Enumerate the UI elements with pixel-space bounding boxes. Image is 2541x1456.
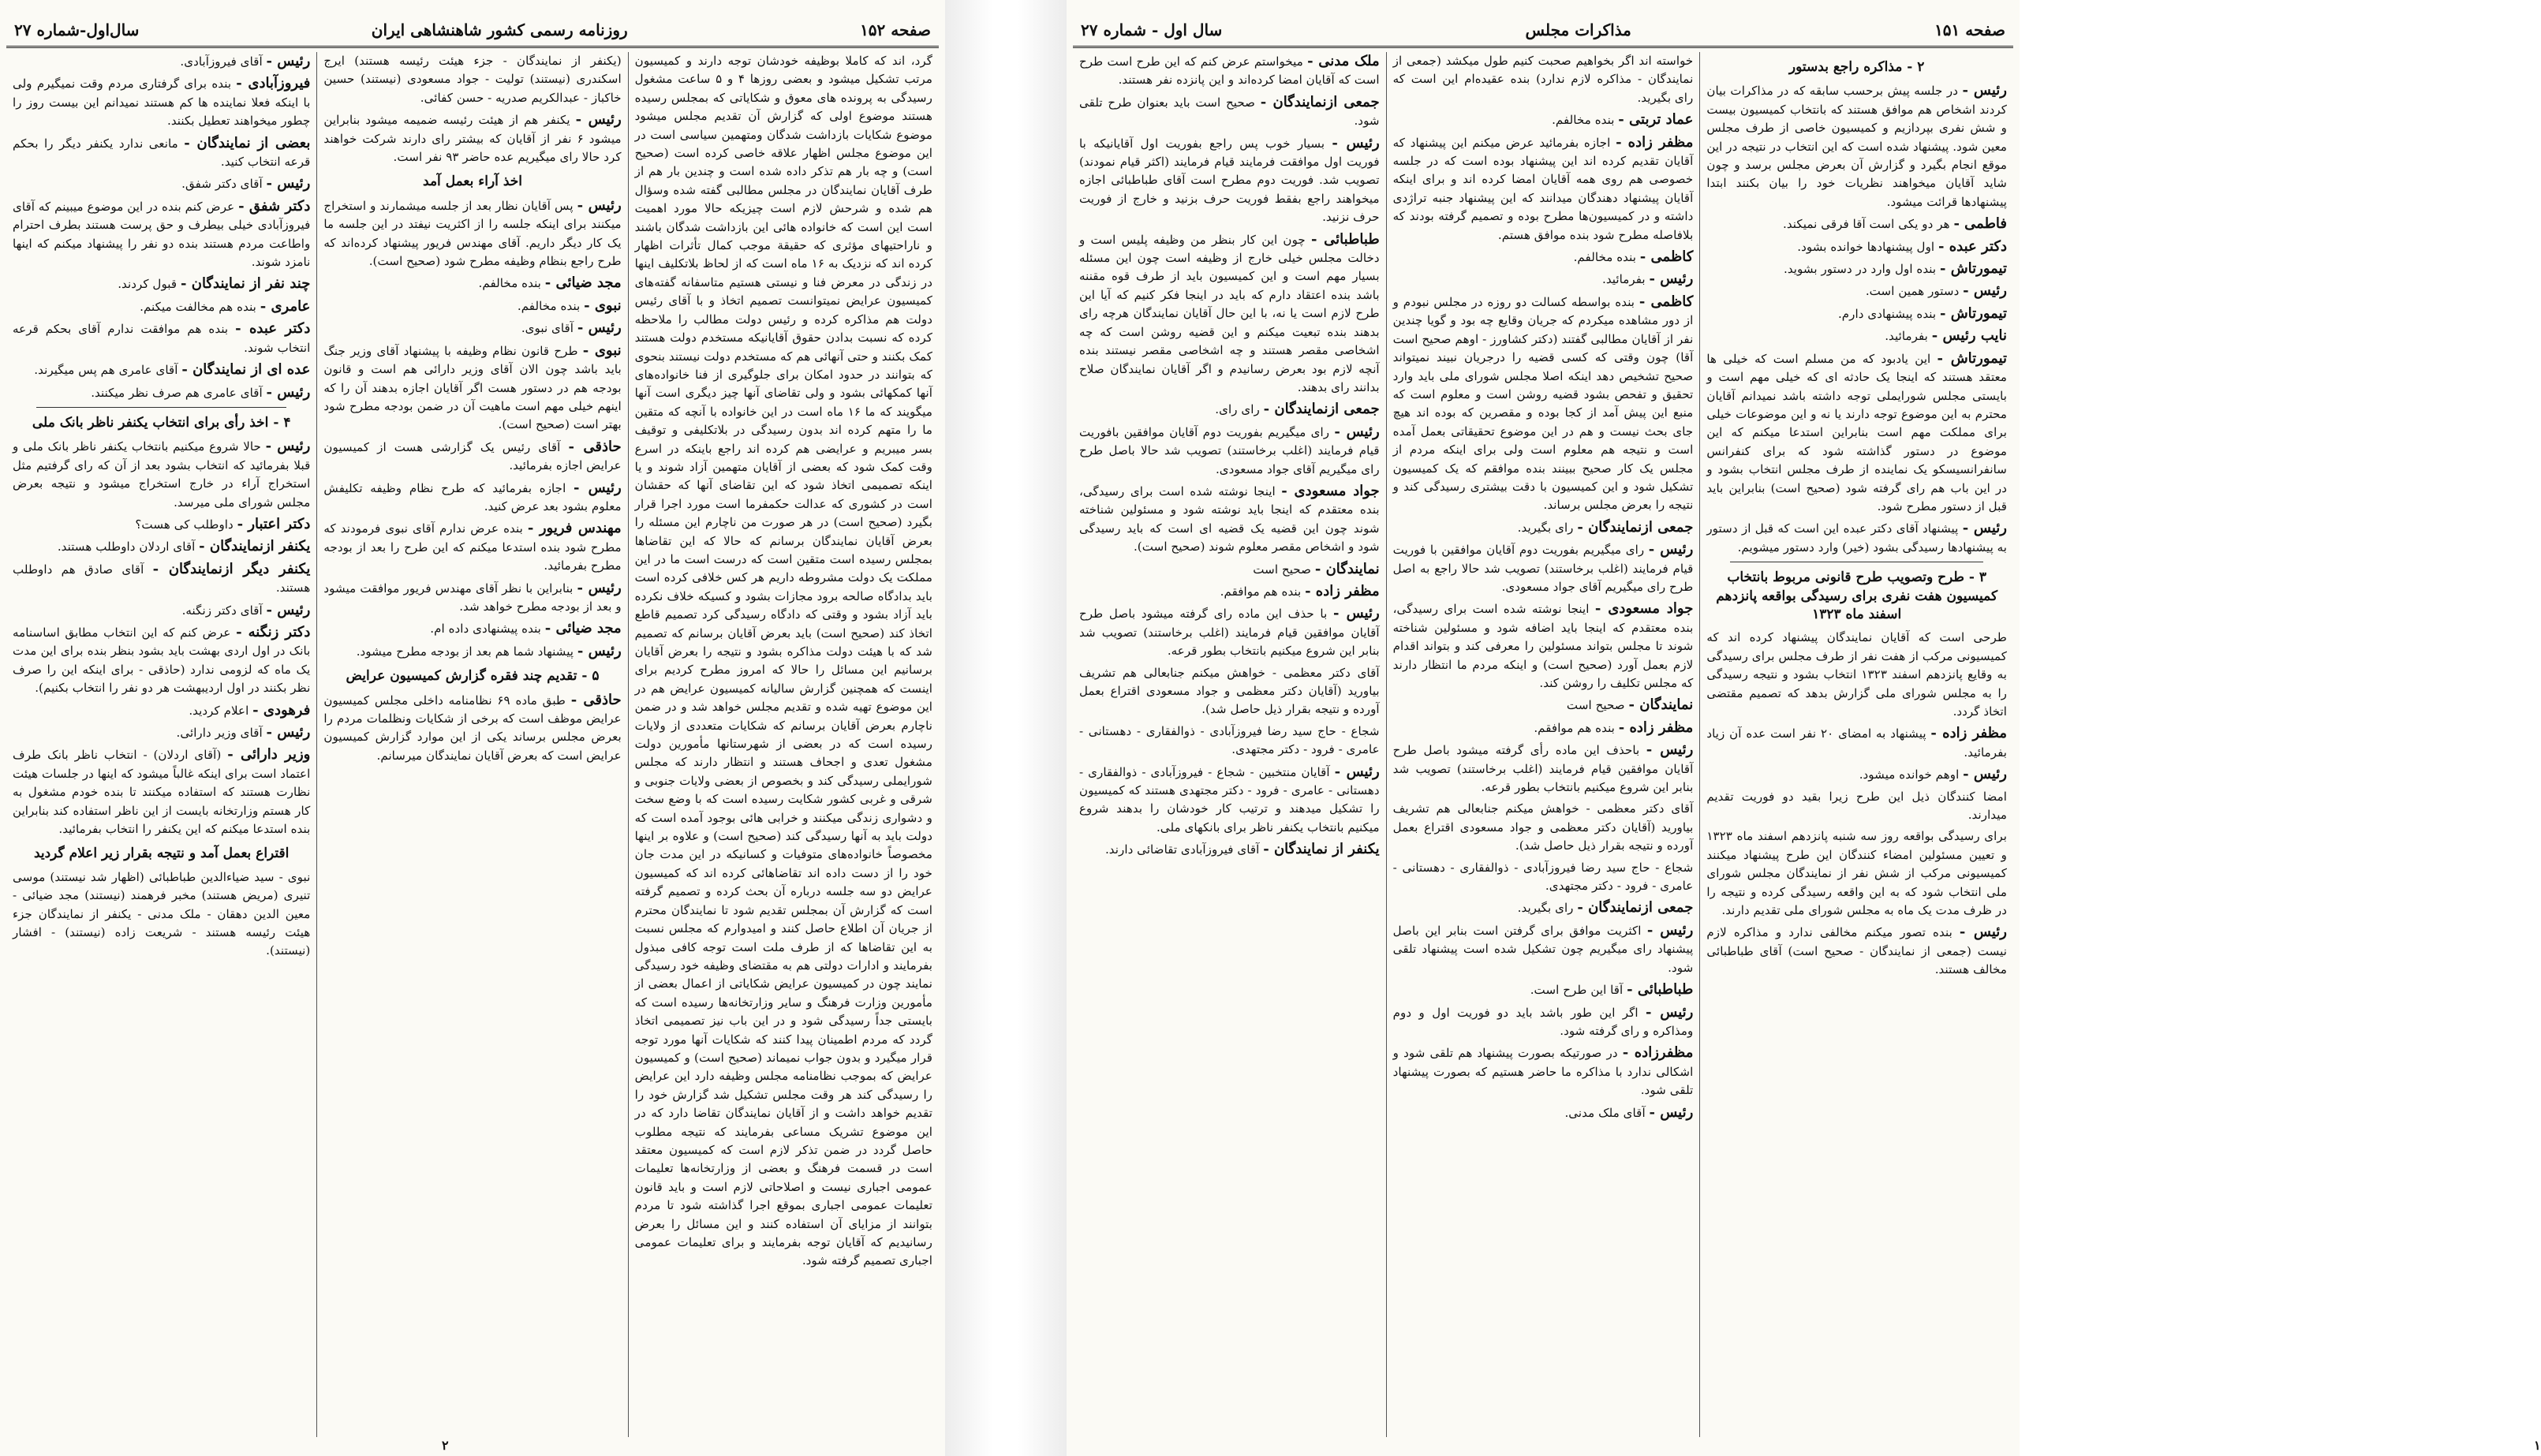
speaker-name: بعضی از نمایندگان - xyxy=(184,134,311,151)
speaker-name: جمعی ازنمایندگان - xyxy=(1260,93,1380,110)
speaker-paragraph xyxy=(323,579,621,617)
speaker-paragraph xyxy=(1393,599,1694,693)
speaker-paragraph xyxy=(1079,840,1380,859)
speaker-paragraph xyxy=(323,110,621,166)
right-page-columns xyxy=(1073,52,2013,1437)
paragraph-text: آقای عامری هم پس میگیرند. xyxy=(34,363,178,378)
right-page-column-3 xyxy=(1073,52,1386,1437)
speaker-name: جواد مسعودی - xyxy=(1281,482,1380,499)
speaker-paragraph xyxy=(1393,980,1694,999)
speaker-paragraph xyxy=(1706,304,2007,323)
paragraph-text: بنده پیشنهادی داده ام. xyxy=(430,622,541,637)
paragraph-text: صحیح است xyxy=(1253,562,1312,577)
speaker-paragraph xyxy=(13,319,310,357)
paragraph-text: عرض کنم که این انتخاب مطابق اساسنامه بانک در اول اردی بهشت باید بشود بنظر بنده برای این مدت یک ماه که لزومی ندارد (حاذقی - برای اینکه این را صرف نظر بکنند در اول اردیبهشت هر دو نفر را انتخاب بکنیم). xyxy=(13,625,311,696)
paragraph-text: بنده پیشنهادی دارم. xyxy=(1837,306,1937,321)
speaker-paragraph xyxy=(1706,237,2007,256)
text-paragraph xyxy=(13,868,310,961)
paragraph-text: بنده اول وارد در دستور بشوید. xyxy=(1784,262,1937,277)
speaker-name: مظفرزاده - xyxy=(1622,1044,1694,1062)
right-page-column-1 xyxy=(1699,52,2013,1437)
paragraph-text: اعلام کردید. xyxy=(189,703,249,718)
speaker-paragraph xyxy=(13,297,310,316)
text-paragraph xyxy=(1079,664,1380,719)
speaker-name: نایب رئیس - xyxy=(1931,327,2007,345)
speaker-paragraph xyxy=(1393,270,1694,289)
speaker-name: مظفر زاده - xyxy=(1930,725,2007,742)
left-page-number: صفحه ۱۵۲ xyxy=(860,21,931,39)
section-heading: اخذ آراء بعمل آمد xyxy=(423,174,522,190)
paragraph-text: آقای دکتر معظمی - خواهش میکنم جنابعالی هم تشریف بیاورید (آقایان دکتر معظمی و جواد مسعودی اقتراع بعمل آورده و نتیجه بقرار ذیل حاصل شد). xyxy=(1392,801,1694,853)
speaker-paragraph xyxy=(13,701,310,720)
speaker-name: رئیس - xyxy=(1334,423,1380,440)
speaker-name: رئیس - xyxy=(1646,921,1694,939)
speaker-name: تیمورتاش - xyxy=(1937,349,2008,367)
speaker-name: جمعی ازنمایندگان - xyxy=(1577,899,1694,917)
speaker-paragraph xyxy=(1706,923,2007,979)
speaker-name: رئیس - xyxy=(577,642,622,659)
paragraph-text: بفرمائید. xyxy=(1602,272,1646,287)
speaker-name: رئیس - xyxy=(577,196,622,214)
left-page-newspaper-title: روزنامه رسمی کشور شاهنشاهی ایران xyxy=(371,21,628,39)
paragraph-text: قبول کردند. xyxy=(118,277,177,292)
paragraph-text: اوهم خوانده میشود. xyxy=(1859,767,1960,782)
speaker-name: جمعی ازنمایندگان - xyxy=(1263,401,1380,418)
paragraph-text: حالا شروع میکنیم بانتخاب یکنفر ناظر بانک ملی و قبلا بفرمائید که انتخاب بشود بعد از آن که رای گرفتیم مثل استخراج آراء در خارج استخراج میشود و نتیجه بعرض مجلس شورای ملی میرسد. xyxy=(13,439,311,510)
speaker-paragraph xyxy=(1079,604,1380,660)
speaker-name: رئیس - xyxy=(1648,541,1694,558)
speaker-name: رئیس - xyxy=(1963,766,2007,783)
left-page-columns xyxy=(6,52,939,1437)
speaker-name: فیروزآبادی - xyxy=(236,75,311,92)
paragraph-text: صحیح است xyxy=(1566,698,1625,713)
paragraph-text: اینجا نوشته شده است برای رسیدگی، بنده معتقدم که اینجا باید اضافه شود و مسئولین شناخته شوند تا مجلس بتواند مسئولین را معرفی کند و بتواند اقدام لازم بعمل آورد (صحیح است) و اینکه مردم ما انتظار دارند که مجلس تکلیف را روشن کند. xyxy=(1392,602,1694,690)
speaker-paragraph xyxy=(323,274,621,293)
speaker-paragraph xyxy=(1393,898,1694,917)
section-heading: ۴ - اخذ رأی برای انتخاب یکنفر ناظر بانک ملی xyxy=(32,414,291,431)
speaker-name: حاذقی - xyxy=(568,438,622,455)
speaker-paragraph xyxy=(1393,1003,1694,1041)
speaker-paragraph xyxy=(1079,93,1380,131)
text-paragraph xyxy=(1393,859,1694,896)
text-paragraph xyxy=(1706,788,2007,825)
text-paragraph xyxy=(1393,800,1694,855)
speaker-paragraph xyxy=(1079,763,1380,838)
speaker-paragraph xyxy=(1393,248,1694,267)
speaker-paragraph xyxy=(13,360,310,379)
paragraph-text: بسیار خوب پس راجع بفوریت اول آقایانیکه با فوریت اول موافقت فرمایند قیام فرمایند (اکثر قیام نمودند) تصویب شد. فوریت دوم مطرح است آقای طباطبائی اجازه میخواهند راجع بفقط فوریت حرف بزنید و خارج از فوریت حرف نزنید. xyxy=(1078,136,1380,225)
paragraph-text: آقای نبوی. xyxy=(521,321,574,336)
speaker-paragraph xyxy=(323,438,621,476)
speaker-name: دکتر زنگنه - xyxy=(236,623,311,640)
speaker-paragraph xyxy=(1393,719,1694,737)
speaker-name: رئیس - xyxy=(1962,520,2007,537)
speaker-paragraph xyxy=(1393,110,1694,129)
speaker-name: عماد تربتی - xyxy=(1618,111,1694,129)
speaker-name: رئیس - xyxy=(1646,741,1694,759)
speaker-name: رئیس - xyxy=(266,724,311,741)
section-heading: اقتراع بعمل آمد و نتیجه بقرار زیر اعلام گردید xyxy=(33,846,290,862)
speaker-name: رئیس - xyxy=(577,319,622,337)
paragraph-text: آقایان منتخبین - شجاع - فیروزآبادی - ذوالفقاری - دهستانی - عامری - فرود - دکتر مجتهدی هستند که کمیسیون را تشکیل میدهند و ترتیب کار خودشان را بدهند شروع میکنیم بانتخاب یکنفر ناظر برای بانکهای ملی. xyxy=(1078,764,1380,834)
paragraph-text: اگر این طور باشد باید دو فوریت اول و دوم ومذاکره و رای گرفته شود. xyxy=(1392,1005,1694,1038)
speaker-name: مظفر زاده - xyxy=(1305,582,1380,599)
speaker-paragraph xyxy=(13,274,310,293)
speaker-name: دکتر اعتبار - xyxy=(237,515,311,532)
speaker-name: عامری - xyxy=(260,297,311,315)
paragraph-text: برای رسیدگی بواقعه روز سه شنبه پانزدهم اسفند ماه ۱۳۲۳ و تعیین مسئولین امضاء کنندگان این طرح پیشنهاد میکنند کمیسیونی مرکب از شش نفر از نمایندگان مجلس شورای ملی انتخاب شود که به این واقعه رسیدگی کرده و نتیجه را در ظرف مدت یک ماه به مجلس شورای ملی تقدیم دارند. xyxy=(1706,829,2007,918)
paragraph-text: رای میگیریم بفوریت دوم آقایان موافقین با فوریت قیام فرمایند (اغلب برخاستند) تصویب شد حالا راجع به اصل طرح رای میگیریم آقای جواد مسعودی. xyxy=(1392,543,1694,594)
right-page xyxy=(1067,0,2541,1456)
speaker-paragraph xyxy=(1393,133,1694,245)
paragraph-text: دستور همین است. xyxy=(1865,284,1960,299)
section-heading: ۲ - مذاکره راجع بدستور xyxy=(1788,59,1925,75)
right-page-header xyxy=(1073,14,2013,48)
paragraph-text: آقای صادق هم داوطلب هستند. xyxy=(13,562,311,595)
right-page-title: مذاکرات مجلس xyxy=(1525,21,1631,39)
paragraph-text: بنده هم مخالفت میکنم. xyxy=(140,299,256,314)
speaker-paragraph xyxy=(13,745,310,838)
speaker-paragraph xyxy=(1393,921,1694,977)
paragraph-text: پیشنهاد آقای دکتر عبده این است که قبل از دستور به پیشنهادها رسیدگی بشود (خیر) وارد دستور میشویم. xyxy=(1706,521,2007,554)
speaker-name: چند نفر از نمایندگان - xyxy=(180,275,311,293)
paragraph-text: طرحی است که آقایان نمایندگان پیشنهاد کرده اند که کمیسیونی مرکب از هفت نفر از طرف مجلس برای رسیدگی به وقایع پانزدهم اسفند ۱۳۲۳ انتخاب بشود و نتیجه رسیدگی را به مجلس شورای ملی گزارش بدهد که تصمیم مقتضی اتخاذ گردد. xyxy=(1706,630,2007,719)
speaker-name: نمایندگان - xyxy=(1314,560,1380,577)
speaker-paragraph xyxy=(323,297,621,315)
paragraph-text: بنده هم موافقم. xyxy=(1220,584,1302,599)
page-gutter xyxy=(945,0,1067,1456)
speaker-paragraph xyxy=(1079,400,1380,419)
paragraph-text: آقای وزیر دارائی. xyxy=(176,726,263,740)
paragraph-text: چون این کار بنظر من وظیفه پلیس است و دخالت مجلس خیلی خارج از وظیفه است چون این مسئله بسیار مهم است و این کمیسیون باید از طرف قوه مقننه باشد بنده اعتقاد دارم که باید در اینجا فکر کنیم که آیا این طرح لازم است یا نه، با این حال آقایان نمایندگان هرچه رای بدهند بنده تبعیت میکنم و این قضیه روشن است که چه اشخاصی مقصر هستند و چه اشخاصی مقصر نیستند بنده آنچه لازم بود بعرض رسانیدم و اگر آقایان نمایندگان صلاح بدانند رای بدهند. xyxy=(1078,232,1380,394)
speaker-paragraph xyxy=(13,52,310,71)
right-page-issue: سال اول - شماره ۲۷ xyxy=(1081,21,1223,39)
speaker-name: رئیس - xyxy=(1332,605,1380,622)
speaker-name: جمعی ازنمایندگان - xyxy=(1577,518,1694,536)
speaker-name: رئیس - xyxy=(1962,82,2007,99)
speaker-name: تیمورتاش - xyxy=(1939,304,2007,322)
speaker-name: مظفر زاده - xyxy=(1618,719,1694,736)
paragraph-text: اینجا نوشته شده است برای رسیدگی، بنده معتقدم که اینجا باید نوشته شود و مسئولین شناخته شوند چون این قضیه یک قضیه ای است که باید رسیدگی شود و اشخاص مقصر معلوم شوند (صحیح است). xyxy=(1078,483,1380,554)
speaker-name: مجد ضیائی - xyxy=(544,620,622,637)
speaker-name: حاذقی - xyxy=(570,691,622,708)
speaker-paragraph xyxy=(1393,518,1694,537)
speaker-name: رئیس - xyxy=(1334,763,1380,780)
paragraph-text: آقای رئیس یک گزارشی هست از کمیسیون عرایض اجازه بفرمائید. xyxy=(323,439,622,473)
speaker-name: رئیس - xyxy=(573,479,622,496)
paragraph-text: آقای فیروزآبادی. xyxy=(180,54,263,69)
speaker-name: دکتر شفق - xyxy=(238,197,311,215)
paragraph-text: آقا این طرح است. xyxy=(1530,983,1624,998)
speaker-paragraph xyxy=(1393,1103,1694,1122)
speaker-paragraph xyxy=(1706,349,2007,517)
speaker-paragraph xyxy=(323,479,621,517)
speaker-name: نمایندگان - xyxy=(1628,696,1694,714)
speaker-paragraph xyxy=(1393,540,1694,596)
left-page-column-2 xyxy=(316,52,627,1437)
speaker-paragraph xyxy=(1079,52,1380,90)
paragraph-text: نبوی - سید ضیاءالدین طباطبائی (اظهار شد نیستند) موسی تنیری (مریض هستند) مخبر فرهمند (نیستند) مجد ضیائی - معین الدین دهقان - ملک مدنی - یکنفر از نمایندگان جزء هیئت رئیسه هستند - شریعت زاده (نیستند) - افشار (نیستند). xyxy=(13,869,311,958)
speaker-paragraph xyxy=(1706,765,2007,784)
speaker-paragraph xyxy=(1079,482,1380,557)
paragraph-text: بنابراین با نظر آقای مهندس فریور موافقت میشود و بعد از بودجه مطرح خواهد شد. xyxy=(323,581,622,614)
speaker-paragraph xyxy=(1079,230,1380,398)
speaker-paragraph xyxy=(323,342,621,435)
paragraph-text: در صورتیکه بصورت پیشنهاد هم تلقی شود و اشکالی ندارد با مذاکره ما حاضر هستیم که بصورت پیشنهاد تلقی شود. xyxy=(1392,1046,1694,1098)
paragraph-text: طرح قانون نظام وظیفه با پیشنهاد آقای وزیر جنگ باید باشد چون الان آقای وزیر دارائی هم است و قانون بودجه هم در دستور هست اگر آقایان اجازه بدهند آن را که اینهم خیلی مهم است ماهیت آن در ضمن بودجه مطرح شود بهتر است (صحیح است). xyxy=(323,343,622,432)
speaker-name: مظفر زاده - xyxy=(1616,133,1694,151)
speaker-paragraph xyxy=(13,515,310,534)
paragraph-text: باحذف این ماده رأی گرفته میشود باصل طرح آقایان موافقین قیام فرمایند (اغلب برخاستند) تصویب شد بنابر این شروع میکنیم بانتخاب بطور قرعه. xyxy=(1392,743,1694,795)
paragraph-text: بنده برای گرفتاری مردم وقت نمیگیرم ولی با اینکه فعلا نماینده ها کم هستند نمیدانم این بیست روز را چطور میخواهند تعطیل بکنند. xyxy=(13,77,311,129)
paragraph-text: داوطلب کی هست؟ xyxy=(135,517,234,532)
speaker-paragraph xyxy=(13,174,310,193)
paragraph-text: بنده مخالفم. xyxy=(1552,113,1615,128)
speaker-paragraph xyxy=(1706,519,2007,557)
speaker-name: رئیس - xyxy=(265,438,311,455)
text-paragraph xyxy=(323,52,621,107)
paragraph-text: آقای عامری هم صرف نظر میکنند. xyxy=(91,385,263,400)
paragraph-text: شجاع - حاج سید رضا فیروزآبادی - ذوالفقاری - دهستانی - عامری - فرود - دکتر مجتهدی. xyxy=(1392,860,1694,894)
paragraph-text: بفرمائید. xyxy=(1885,329,1928,344)
paragraph-text: رای رای. xyxy=(1215,402,1260,417)
speaker-name: کاظمی - xyxy=(1639,293,1694,310)
speaker-name: رئیس - xyxy=(575,111,622,129)
speaker-paragraph xyxy=(13,560,310,598)
paragraph-text: بنده هم موافقت ندارم آقای بحکم قرعه انتخاب شوند. xyxy=(13,322,311,355)
paragraph-text: آقای دکتر معظمی - خواهش میکنم جنابعالی هم تشریف بیاورید (آقایان دکتر معظمی و جواد مسعودی اقتراع بعمل آورده و نتیجه بقرار ذیل حاصل شد). xyxy=(1078,665,1380,717)
speaker-name: رئیس - xyxy=(266,175,311,192)
paragraph-text: مانعی ندارد یکنفر دیگر را بحکم قرعه انتخاب کنید. xyxy=(13,136,311,170)
speaker-paragraph xyxy=(13,134,310,172)
speaker-name: مجد ضیائی - xyxy=(544,274,622,292)
speaker-paragraph xyxy=(1079,582,1380,601)
paragraph-text: آقای دکتر زنگنه. xyxy=(181,603,263,618)
speaker-paragraph xyxy=(1079,134,1380,227)
speaker-name: یکنفر ازنمایندگان - xyxy=(199,538,311,555)
speaker-paragraph xyxy=(323,319,621,338)
left-page-folio: ۲ xyxy=(442,1438,449,1453)
speaker-name: دکتر عبده - xyxy=(235,320,311,338)
speaker-paragraph xyxy=(323,691,621,766)
speaker-name: طباطبائی - xyxy=(1311,230,1380,248)
left-page xyxy=(0,0,947,1456)
speaker-name: رئیس - xyxy=(1649,271,1694,288)
paragraph-text: آقای دکتر شفق. xyxy=(181,177,263,192)
paragraph-text: در جلسه پیش برحسب سابقه که در مذاکرات بیان کردند اشخاص هم موافق هستند که بانتخاب کمیسیون بیست و شش نفری بپردازیم و کمیسیون خاصی از طرف مجلس معین شود. پیشنهاد شده است که این انتخاب در نتیجه در این موقع انجام بگیرد و گزارش آن بعرض مجلس برسد و چون شاید آقایان میخواهند نظریات خود را بیان بکنند ابتدا پیشنهادها قرائت میشود. xyxy=(1706,84,2007,209)
paragraph-text: اول پیشنهادها خوانده بشود. xyxy=(1797,239,1935,254)
paragraph-text: این یادبود که من مسلم است که خیلی ها معتقد هستند که اینجا یک حادثه ای که خیلی مهم است و بایستی مجلس شورایملی توجه داشته باشد نمیدانم آقایان محترم به این موضوع توجه دارند یا نه و این موضوعات خیلی برای مملکت مهم است بنابراین استدعا میکنم که این موضوع در دستور گذاشته شود که برای کنفرانس سانفرانسیسکو یک نماینده از طرف مجلس انتخاب بشود و در این باب هم رای گرفته شود (صحیح است) بنابراین باید قبل از دستور مطرح شود. xyxy=(1706,351,2007,513)
speaker-name: رئیس - xyxy=(1959,924,2007,941)
text-paragraph xyxy=(1393,52,1694,107)
speaker-paragraph xyxy=(323,519,621,575)
right-page-column-2 xyxy=(1386,52,1700,1437)
paragraph-text: با حذف این ماده رای گرفته میشود باصل طرح آقایان موافقین قیام فرمایند (اغلب برخاستند) تصویب شد بنابر این شروع میکنیم بانتخاب بطور قرعه. xyxy=(1078,607,1380,659)
speaker-name: مهندس فریور - xyxy=(527,520,622,537)
speaker-name: رئیس - xyxy=(1963,282,2007,300)
speaker-paragraph xyxy=(13,623,310,698)
speaker-paragraph xyxy=(323,619,621,638)
speaker-name: دکتر عبده - xyxy=(1938,237,2007,255)
speaker-name: رئیس - xyxy=(1645,1003,1694,1021)
left-page-column-3 xyxy=(6,52,316,1437)
paragraph-text: پیشنهاد شما هم بعد از بودجه مطرح میشود. xyxy=(356,644,574,659)
speaker-paragraph xyxy=(13,437,310,512)
speaker-paragraph xyxy=(1706,81,2007,211)
speaker-name: رئیس - xyxy=(266,53,311,69)
speaker-paragraph xyxy=(13,383,310,402)
paragraph-text: بنده بواسطه کسالت دو روزه در مجلس نبودم و از دور مشاهده میکردم که جریان وقایع چه بود و گویا چندین نفر از آقایان مطالبی گفتند (دکتر کشاورز - اوهم صحیح است آقا) چون وقتی که کسی قضیه را درجریان نبیند نمیتواند صحیح تشخیص دهد اینکه اصلا مجلس شورای ملی باید وارد تحقیق و تفحص بشود قضیه روشن است و معلوم است که منبع این پیش آمد از کجا بوده و مقصرین که بوده اند هیچ جای بحث نیست و هم در این موضوع تحقیقاتی بعمل آمده است و نتیجه هم معلوم است ولی برای اینکه مردم از مجلس یک کار صحیح ببینند بنده موافقم که یک کمیسیون تشکیل شود و این کمیسیون با دقت بیشتری رسیدگی کند و نتیجه را بعرض مجلس برساند. xyxy=(1392,294,1694,513)
paragraph-text: امضا کنندگان ذیل این طرح زیرا بقید دو فوریت تقدیم میدارند. xyxy=(1706,789,2007,823)
paragraph-text: عرض کنم بنده در این موضوع میبینم که آقای فیروزآبادی خیلی بیطرف و حق پرست هستند بطرف احترام واطاعت مردم هستند بنده دو نفر را پیشنهاد میکنم که اینها نامزد شوند. xyxy=(13,199,311,270)
paragraph-text: آقای اردلان داوطلب هستند. xyxy=(57,539,196,554)
paragraph-text: بنده هم موافقم. xyxy=(1534,720,1615,735)
speaker-name: فرهودی - xyxy=(252,701,311,719)
paragraph-text: آقای فیروزآبادی تقاضائی دارند. xyxy=(1104,842,1260,857)
speaker-name: رئیس - xyxy=(577,579,622,596)
speaker-name: رئیس - xyxy=(266,383,311,401)
paragraph-text: اکثریت موافق برای گرفتن است بنابر این باصل پیشنهاد رای میگیریم چون تشکیل شده است پیشنهاد تلقی شود. xyxy=(1392,923,1694,975)
speaker-name: رئیس - xyxy=(266,601,311,618)
speaker-paragraph xyxy=(1706,282,2007,301)
paragraph-text: اجازه بفرمائید عرض میکنم این پیشنهاد که آقایان تقدیم کرده اند این پیشنهاد بوده است که در جلسه خصوصی هم روی همه آقایان امضا کرده اند و برای اینکه آقایان پیشنهاد دهندگان میدانند که این پیشنهاد جنبه تراژدی داشته و در کمیسیون‌ها مطرح بوده و تصمیم گرفته بودند که بلافاصله مطرح شود بنده موافق هستم. xyxy=(1392,135,1694,242)
speaker-paragraph xyxy=(13,723,310,742)
text-paragraph xyxy=(1079,722,1380,760)
speaker-paragraph xyxy=(13,601,310,620)
speaker-name: نبوی - xyxy=(584,297,622,314)
paragraph-text: آقای ملک مدنی. xyxy=(1564,1105,1646,1120)
text-paragraph xyxy=(1706,629,2007,721)
paragraph-text: خواسته اند اگر بخواهیم صحبت کنیم طول میکشد (جمعی از نمایندگان - مذاکره لازم ندارد) بنده عقیده‌ام این است که رای بگیرید. xyxy=(1392,54,1694,105)
speaker-paragraph xyxy=(1706,259,2007,278)
text-paragraph xyxy=(1706,827,2007,920)
paragraph-text: شجاع - حاج سید رضا فیروزآبادی - ذوالفقاری - دهستانی - عامری - فرود - دکتر مجتهدی. xyxy=(1078,723,1380,757)
speaker-paragraph xyxy=(1393,741,1694,797)
speaker-name: فاطمی - xyxy=(1953,215,2007,233)
paragraph-text: بنده مخالفم. xyxy=(1573,250,1636,265)
paragraph-text: پیشنهاد به امضای ۲۰ نفر است عده آن زیاد بفرمائید. xyxy=(1706,726,2007,760)
paragraph-text: هر دو یکی است آقا فرقی نمیکند. xyxy=(1783,217,1950,232)
paragraph-text: رای بگیرید. xyxy=(1517,901,1574,916)
speaker-name: رئیس - xyxy=(1332,134,1380,151)
paragraph-text: بنده تصور میکنم مخالفی ندارد و مذاکره لازم نیست (جمعی از نمایندگان - صحیح است) آقای طباطبائی مخالف هستند. xyxy=(1706,925,2007,977)
speaker-name: تیمورتاش - xyxy=(1939,260,2007,278)
paragraph-text: صحیح است باید بعنوان طرح تلقی شود. xyxy=(1078,95,1380,129)
paragraph-text: بنده مخالفم. xyxy=(517,298,581,313)
paragraph-text: (آقای اردلان) - انتخاب ناظر بانک طرف اعتماد است برای اینکه غالباً میشود که اینها در جلسات هیئت نظارت هستند که استفاده میکنند تا بنده خودم مشغول به کار هستم وزارتخانه بایست از این ناظر استفاده کند بنابراین بنده استدعا میکنم که این یکنفر را انتخاب بفرمائید. xyxy=(13,748,311,837)
right-page-number: صفحه ۱۵۱ xyxy=(1934,21,2005,39)
speaker-paragraph xyxy=(323,196,621,271)
paragraph-text: (یکنفر از نمایندگان - جزء هیئت رئیسه هستند) ایرج اسکندری (نیستند) تولیت - جواد مسعودی (نیستند) حسین خاکباز - عبدالکریم صدریه - حسن کفائی. xyxy=(323,54,622,105)
speaker-name: نبوی - xyxy=(582,342,622,359)
speaker-paragraph xyxy=(1393,696,1694,715)
speaker-name: رئیس - xyxy=(1649,1103,1694,1121)
speaker-name: طباطبائی - xyxy=(1627,981,1694,999)
speaker-name: وزیر دارائی - xyxy=(227,746,311,763)
speaker-paragraph xyxy=(1706,724,2007,762)
speaker-name: کاظمی - xyxy=(1639,248,1694,266)
speaker-paragraph xyxy=(1079,423,1380,479)
speaker-paragraph xyxy=(1706,215,2007,233)
paragraph-text: طبق ماده ۶۹ نظامنامه داخلی مجلس کمیسیون عرایض موظف است که برخی از شکایات ونظلمات مردم را بعرض مجلس برساند یکی از این موارد گزارش کمیسیون عرایض است که بعرض آقایان نمایندگان میرسانم. xyxy=(323,693,622,763)
speaker-paragraph xyxy=(13,74,310,130)
paragraph-text: بنده مخالفم. xyxy=(478,276,541,291)
paragraph-text: بنده عرض ندارم آقای نبوی فرمودند که مطرح شود بنده استدعا میکنم که این طرح را بعد از بودجه مطرح بفرمائید. xyxy=(323,521,622,573)
paragraph-text: اجازه بفرمائید که طرح نظام وظیفه تکلیفش معلوم بشود بعد عرض کنید. xyxy=(323,480,622,513)
right-page-folio: ۱ xyxy=(2534,1438,2541,1453)
paragraph-text: میخواستم عرض کنم که این طرح است طرح است که آقایان امضا کرده‌اند و این پانزده نفر هستند. xyxy=(1078,54,1380,88)
speaker-paragraph xyxy=(13,537,310,556)
speaker-name: ملک مدنی - xyxy=(1307,53,1380,69)
speaker-name: عده ای از نمایندگان - xyxy=(181,361,311,379)
paragraph-text: گرد، اند که کاملا بوظیفه خودشان توجه دارند و کمیسیون مرتب تشکیل میشود و بعضی روزها ۴ و ۵ ساعت مشغول رسیدگی به پرونده های معوق و شکایاتی که بمجلس رسیده هستند موضوع اولی که گزارش آن تقدیم مجلس میشود موضوع شکایات بازداشت شدگان ومتهمین سیاسی است در این موضوع مجلس اظهار علاقه خاصی کرده است (صحیح است) و چه بار هم تذکر داده شده است و چندین بار هم از طرف آقایان نمایندگان در مجلس مطالبی گفته شده وسؤال هم شده و شرحش لازم است چیزیکه حالا مورد اهمیت است این است که خانواده هائی این بازداشت شدگان باشند و ناراحتیهای مؤثری که حقیقة موجب کمال تأثرات اظهار کرده اند که نزدیک به ۱۶ ماه است که از لحاظ بلاتکلیف اینها در زندگی در معرض فنا و نیستی هستیم متاسفانه گفته‌های کمیسیون عرایض نمیتوانست تصمیم اتخاذ و با آقای رئیس دولت هم مذاکره کرده و رئیس دولت مطالب را ملاحظه کرده که نسبت بدادن حقوق آقایانیکه مستخدم دولت هستند کمک بکنند و حتی آنهائی هم که مستخدم دولت نیستند بنحوی که بتوانند در حدود امکان برای جلوگیری از فنا خانواده‌های آنها کمکهائی بشود و ولی تقاضای آنها چیز دیگری است آنها میگویند که ما ۱۶ ماه است در این خانواده با آنچه که متقین ما را متهم کرده اند بدون رسیدگی در بلاتکلیفی و توقیف بسر میبریم و عرایضی هم کرده اند راجع باینکه در اسرع وقت کمک شود که بعضی از آقایان متهمین آزاد شوند و یا اینکه تصمیمی اتخاذ شود که این تقاضای آنها که حقشان است در کشوری که عدالت حکمفرما است مورد اجرا قرار بگیرد (صحیح است) در هر صورت من ناچارم این مسئله را بعرض آقایان نمایندگان برسانم که حالا که این تقاضاها بمجلس رسیده است متقین است که درست است ما در این مملکت یک دولت مشروطه داریم هر کس خلافی کرده است باید بدادگاه صالحه برود مجازات بشود و کسیکه خلاف نکرده باید آزاد بشود و وقتی که دادگاه رسیدگی کرد تصمیم قاطع اتخاذ کند (صحیح است) باید بعرض آقایان برسانم که تصمیم شد که با هیئت دولت مذاکره بشود و نتیجه را بعرض آقایان برسانیم این مسائل را حالا که امروز مطرح کردیم برای اینست که همچنین گزارش سالیانه کمیسیون عرایض هم در این موضوع تهیه شده و تقدیم مجلس خواهد شد و در ضمن ناچارم بعرض آقایان برسانم که شکایات متعددی از ولایات رسیده است که در بعضی از شهرستانها مأمورین دولت مشغول تعدی و اجحاف هستند و انتظار دارند که مجلس شورایملی رسیدگی کند و بخصوص از بعضی ولایات جنوبی و شرقی و غربی کشور شکایت رسیده است که با وضع سخت و دشواری زندگی میکنند و خرابی هائی بوجود آمده است که دولت باید به آنها رسیدگی کند (صحیح است) و علاوه بر اینها مخصوصاً خانواده‌های متوفیات و کسانیکه در این مدت جان خود را از دست داده اند تقاضاهائی کرده اند که کمیسیون عرایض دو سه جلسه درباره آن بحث کرده و تصمیم گرفته است که گزارش آن بمجلس تقدیم شود تا نمایندگان محترم از جریان آن اطلاع حاصل کنند و امیدوارم که مجلس نسبت به این تقاضاها که از طرف ملت است توجه کافی مبذول بفرمایند و ادارات دولتی هم به مقتضای وظیفه خود رسیدگی نمایند چون در کمیسیون عرایض شکایاتی از اعمال بعضی از مأمورین وزارت فرهنگ و سایر وزارتخانه‌ها رسیده است که بایستی جداً رسیدگی شود و در این باب نیز تصمیمی اتخاذ گردد که مردم اطمینان پیدا کنند که شکایات آنها مورد توجه قرار میگیرد و بدون جواب نمیماند (صحیح است) و کمیسیون عرایض که بموجب نظامنامه مجلس وظیفه دارد این عرایض را رسیدگی کند هر وقت مجلس تشکیل شد گزارش خود را تقدیم خواهد داشت و از آقایان نمایندگان تقاضا دارد که در این موضوع تشریک مساعی بفرمایند که نتیجه مطلوب حاصل گردد در ضمن تذکر لازم است که کمیسیون معتقد است در قسمت فرهنگ و بعضی از وزارتخانه‌ها تعلیمات عمومی اجباری نیست و اصلاحاتی لازم است و باید قانون تعلیمات عمومی اجباری بموقع اجرا گذاشته شود تا مردم بتوانند از مزایای آن استفاده کنند و این مسائل را بعرض رسانیدیم که آقایان توجه بفرمایند و برای تعلیمات عمومی اجباری تصمیم گرفته شود. xyxy=(634,54,933,1268)
speaker-name: یکنفر از نمایندگان - xyxy=(1263,841,1380,858)
speaker-name: یکنفر دیگر ازنمایندگان - xyxy=(152,560,311,577)
speaker-paragraph xyxy=(1393,293,1694,515)
text-paragraph xyxy=(635,52,932,1271)
paragraph-text: یکنفر هم از هیئت رئیسه ضمیمه میشود بنابراین میشود ۶ نفر از آقایان که بیشتر رای دارند شرکت خواهند کرد حالا رای میگیریم عده حاضر ۹۳ نفر است. xyxy=(323,113,622,165)
section-heading: ۳ - طرح وتصویب طرح قانونی مربوط بانتخاب کمیسیون هفت نفری برای رسیدگی بواقعه پانزدهم اسفند ماه ۱۳۲۳ xyxy=(1716,569,1998,622)
left-page-column-1 xyxy=(628,52,939,1437)
speaker-paragraph xyxy=(1393,1043,1694,1099)
speaker-paragraph xyxy=(323,642,621,661)
speaker-name: جواد مسعودی - xyxy=(1594,600,1694,618)
paragraph-text: رای میگیریم بفوریت دوم آقایان موافقین بافوریت قیام فرمایند (اغلب برخاستند) تصویب شد حالا باصل طرح رای میگیریم آقای جواد مسعودی. xyxy=(1078,424,1380,476)
speaker-paragraph xyxy=(13,197,310,272)
left-page-header xyxy=(6,14,939,48)
paragraph-text: پس آقایان نظار بعد از جلسه میشمارند و استخراج میکنند برای اینکه جلسه را از اکثریت نیفتد در این جلسه ما یک کار دیگر داریم. آقای مهندس فریور پیشنهاد کرده‌اند که طرح راجع بنظام وظیفه مطرح شود (صحیح است). xyxy=(323,198,622,269)
section-divider xyxy=(36,407,286,408)
left-page-issue: سال‌اول-شماره ۲۷ xyxy=(14,21,140,39)
speaker-paragraph xyxy=(1706,327,2007,345)
speaker-paragraph xyxy=(1079,560,1380,579)
paragraph-text: رای بگیرید. xyxy=(1517,520,1574,535)
section-heading: ۵ - تقدیم چند فقره گزارش کمیسیون عرایض xyxy=(346,668,600,685)
